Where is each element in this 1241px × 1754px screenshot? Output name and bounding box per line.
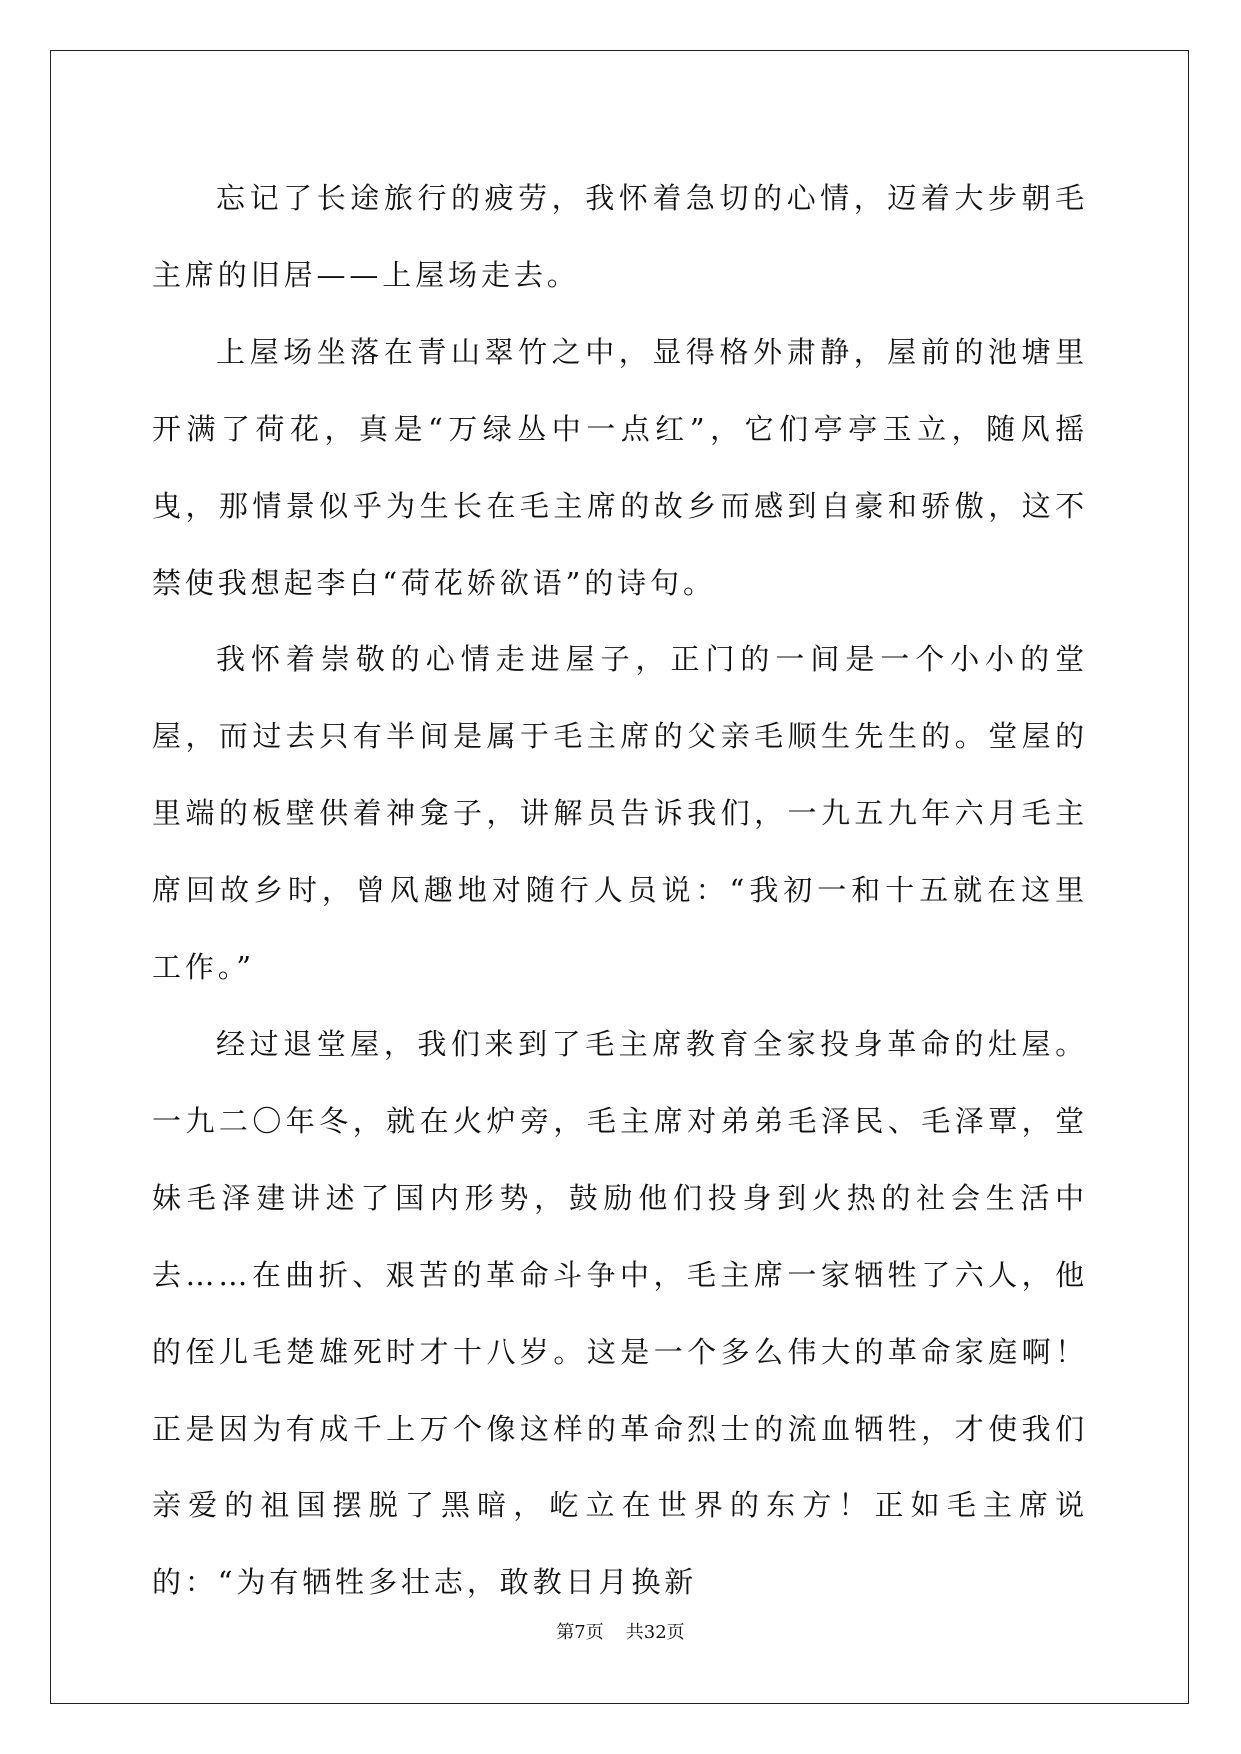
paragraph: 我怀着崇敬的心情走进屋子，正门的一间是一个小小的堂屋，而过去只有半间是属于毛主席的父亲毛顺生先生的。堂屋的里端的板壁供着神龛子，讲解员告诉我们，一九五九年六月毛主席回故乡时，曾风趣地对随行人员说：“我初一和十五就在这里工作。” (152, 642, 1088, 985)
page-number: 第7页 (556, 1622, 604, 1643)
page-footer (0, 1618, 1241, 1644)
paragraph: 上屋场坐落在青山翠竹之中，显得格外肃静，屋前的池塘里开满了荷花，真是“万绿丛中一点红”，它们亭亭玉立，随风摇曳，那情景似乎为生长在毛主席的故乡而感到自豪和骄傲，这不禁使我想起李白“荷花娇欲语”的诗句。 (152, 334, 1088, 600)
paragraph: 忘记了长途旅行的疲劳，我怀着急切的心情，迈着大步朝毛主席的旧居——上屋场走去。 (152, 181, 1088, 292)
paragraph: 经过退堂屋，我们来到了毛主席教育全家投身革命的灶屋。一九二〇年冬，就在火炉旁，毛主席对弟弟毛泽民、毛泽覃，堂妹毛泽建讲述了国内形势，鼓励他们投身到火热的社会生活中去……在曲折、艰苦的革命斗争中，毛主席一家牺牲了六人，他的侄儿毛楚雄死时才十八岁。这是一个多么伟大的革命家庭啊！正是因为有成千上万个像这样的革命烈士的流血牺牲，才使我们亲爱的祖国摆脱了黑暗，屹立在世界的东方！正如毛主席说的：“为有牺牲多壮志，敢教日月换新 (152, 1026, 1088, 1600)
document-body (152, 160, 1088, 1621)
page-total: 共32页 (625, 1622, 685, 1643)
